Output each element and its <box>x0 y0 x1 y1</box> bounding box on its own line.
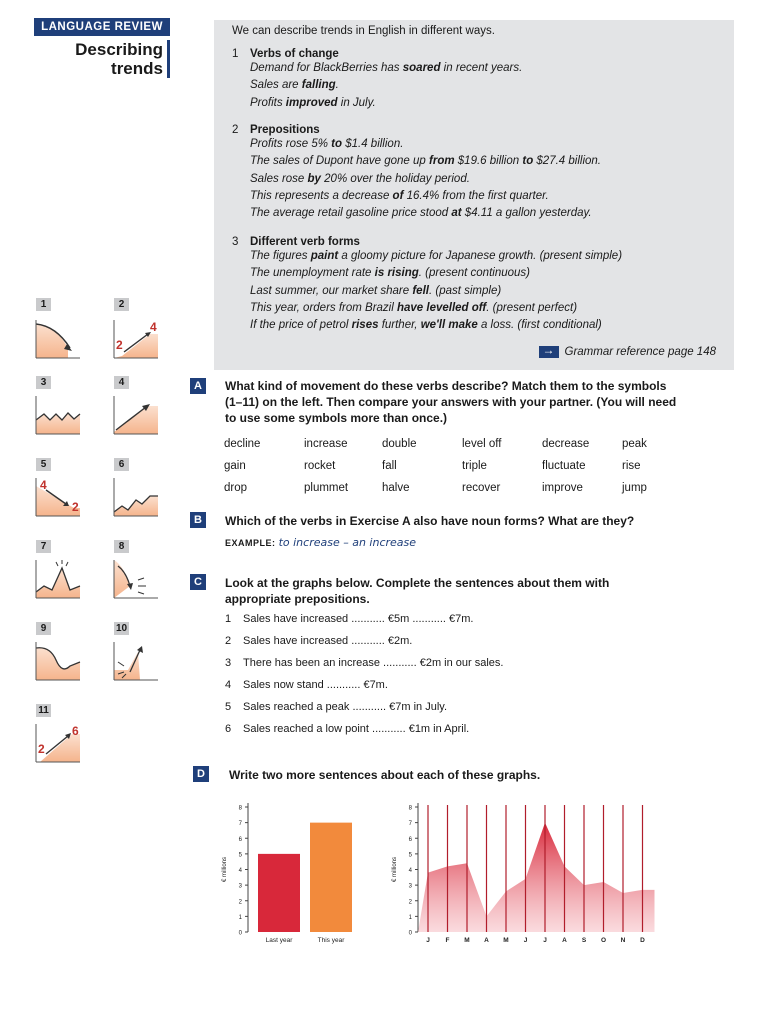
symbol-9-dip-recover-icon <box>34 640 82 682</box>
example-value: to increase – an increase <box>278 536 417 549</box>
sentence-fragment: The average retail gasoline price stood <box>250 207 452 220</box>
bar-2 <box>310 823 352 932</box>
highlighted-phrase: to <box>522 155 534 168</box>
verb-cell: increase <box>304 438 348 450</box>
month-label: A <box>484 937 489 944</box>
area-y-tick-label: 8 <box>408 805 412 812</box>
sentence-fragment: . (past simple) <box>428 284 502 297</box>
item-sentence: Sales reached a low point ........... €1m in April. <box>243 723 470 735</box>
sentence-fragment: 16.4% from the first quarter. <box>403 189 549 202</box>
example-sentence <box>232 153 722 170</box>
bar-category-label: Last year <box>265 937 293 944</box>
verb-cell: jump <box>622 482 647 494</box>
highlighted-phrase: by <box>307 172 321 185</box>
highlighted-phrase: have levelled off <box>396 301 487 314</box>
bar-chart <box>214 796 374 952</box>
sentence-fragment: a loss. (first conditional) <box>477 319 602 332</box>
sentence-fragment: This year, orders from Brazil <box>250 301 397 314</box>
exercise-c-item <box>225 679 665 701</box>
exercise-c-items <box>225 613 665 745</box>
exercise-d-question: Write two more sentences about each of these graphs. <box>229 768 541 782</box>
verb-row <box>224 455 684 477</box>
item-number: 3 <box>225 657 232 669</box>
sentence-fragment: The sales of Dupont have gone up <box>250 155 430 168</box>
highlighted-phrase: paint <box>310 250 339 262</box>
sentence-fragment: The unemployment rate <box>250 267 375 280</box>
highlighted-phrase: rises <box>351 319 379 332</box>
item-sentence: Sales now stand ........... €7m. <box>243 679 388 691</box>
highlighted-phrase: from <box>429 155 455 168</box>
verb-cell: double <box>382 438 417 450</box>
section-title: Prepositions <box>250 124 320 136</box>
area-y-tick-label: 6 <box>408 836 412 843</box>
exercise-c-item <box>225 635 665 657</box>
verb-cell: improve <box>542 482 583 494</box>
grammar-reference-label: Grammar reference page 148 <box>564 346 716 358</box>
bar-y-tick-label: 6 <box>238 836 242 843</box>
highlighted-phrase: improved <box>285 96 338 109</box>
verb-row <box>224 477 684 499</box>
sentence-fragment: 20% over the holiday period. <box>320 172 470 185</box>
sentence-fragment: Sales rose <box>250 172 308 185</box>
area-series <box>418 823 655 932</box>
exercise-b-badge: B <box>190 512 206 528</box>
review-intro: We can describe trends in English in different ways. <box>232 25 495 37</box>
exercise-c-item <box>225 701 665 723</box>
symbol-2-from-label: 2 <box>116 338 123 352</box>
verb-cell: rise <box>622 460 641 472</box>
review-section-heading <box>232 124 722 136</box>
exercise-c-question: Look at the graphs below. Complete the sentences about them with appropriate prepositions. <box>225 576 610 606</box>
section-title: Verbs of change <box>250 48 339 60</box>
example-sentence <box>232 136 722 153</box>
highlighted-phrase: of <box>392 189 404 202</box>
highlighted-phrase: to <box>331 138 343 150</box>
verb-cell: recover <box>462 482 501 494</box>
exercise-b-question: Which of the verbs in Exercise A also have noun forms? What are they? <box>225 514 635 528</box>
sentence-fragment: further, <box>378 319 421 332</box>
symbol-11-from-label: 2 <box>38 742 45 756</box>
symbol-number-11: 11 <box>36 704 51 717</box>
sentence-fragment: $1.4 billion. <box>342 138 404 150</box>
example-sentence <box>232 60 722 77</box>
item-number: 2 <box>225 635 232 647</box>
page-title-line2: trends <box>111 59 163 78</box>
verb-cell: fall <box>382 460 397 472</box>
exercise-a-badge: A <box>190 378 206 394</box>
exercise-c-item <box>225 657 665 679</box>
sentence-fragment: Last summer, our market share <box>250 284 413 297</box>
page-title-line1: Describing <box>75 40 163 59</box>
exercise-c-item <box>225 723 665 745</box>
symbol-5-from-label: 4 <box>40 478 47 492</box>
verb-cell: decrease <box>542 438 590 450</box>
verb-cell: level off <box>462 438 502 450</box>
review-section-1 <box>232 48 722 112</box>
area-y-tick-label: 2 <box>408 899 412 906</box>
symbol-5-to-label: 2 <box>72 500 79 514</box>
review-section-heading <box>232 48 722 60</box>
example-sentence <box>232 283 722 300</box>
month-label: J <box>543 937 547 944</box>
area-y-tick-label: 5 <box>408 852 412 859</box>
month-label: J <box>523 937 528 944</box>
symbol-number-2: 2 <box>114 298 129 311</box>
sentence-fragment: . (present perfect) <box>486 301 578 314</box>
symbol-1-decline-curve-icon <box>34 318 82 360</box>
item-sentence: Sales have increased ........... €2m. <box>243 635 413 647</box>
item-number: 6 <box>225 723 232 735</box>
bar-y-tick-label: 2 <box>238 899 242 906</box>
exercise-c-item <box>225 613 665 635</box>
month-label: F <box>445 937 450 944</box>
highlighted-phrase: we'll make <box>420 319 478 332</box>
sentence-fragment: $27.4 billion. <box>533 155 601 168</box>
verb-cell: fluctuate <box>542 460 586 472</box>
verb-cell: rocket <box>304 460 336 472</box>
sentence-fragment: . <box>335 79 339 92</box>
bar-y-axis-label: € millions <box>222 856 228 883</box>
bar-y-tick-label: 7 <box>238 821 242 828</box>
verb-cell: halve <box>382 482 410 494</box>
sentence-fragment: $19.6 billion <box>454 155 523 168</box>
area-y-tick-label: 1 <box>408 914 412 921</box>
example-sentence <box>232 95 722 112</box>
bar-y-tick-label: 4 <box>238 868 242 874</box>
area-y-tick-label: 4 <box>408 868 412 874</box>
symbol-3-fluctuate-icon <box>34 394 82 436</box>
month-label: D <box>640 937 645 944</box>
item-sentence: Sales reached a peak ........... €7m in July. <box>243 701 448 713</box>
highlighted-phrase: falling <box>301 79 336 92</box>
item-sentence: Sales have increased ........... €5m ........... €7m. <box>243 613 474 625</box>
sentence-fragment: This represents a decrease <box>250 189 393 202</box>
area-y-tick-label: 0 <box>408 930 412 937</box>
symbol-7-peak-icon <box>34 558 82 600</box>
symbol-number-5: 5 <box>36 458 51 471</box>
symbol-number-10: 10 <box>115 623 128 634</box>
verb-cell: peak <box>622 438 647 450</box>
sentence-fragment: Sales are <box>250 79 302 92</box>
highlighted-phrase: fell <box>412 284 429 297</box>
bar-category-label: This year <box>317 937 345 944</box>
section-number: 1 <box>232 48 239 60</box>
symbol-4-rise-icon <box>112 394 160 436</box>
review-section-3 <box>232 236 722 334</box>
verb-cell: drop <box>224 482 248 494</box>
item-number: 4 <box>225 679 232 691</box>
verb-cell: plummet <box>304 482 349 494</box>
example-sentence <box>232 300 722 317</box>
sentence-fragment: Profits <box>250 96 286 109</box>
highlighted-phrase: is rising <box>374 267 419 280</box>
bar-y-tick-label: 1 <box>238 914 242 921</box>
month-label: M <box>464 937 470 944</box>
bar-y-tick-label: 0 <box>238 930 242 937</box>
month-label: J <box>426 937 430 944</box>
symbol-number-7: 7 <box>36 540 51 553</box>
area-y-tick-label: 7 <box>408 821 412 828</box>
bar-1 <box>258 854 300 932</box>
bar-y-tick-label: 5 <box>238 852 242 859</box>
area-chart <box>384 796 674 952</box>
verb-grid <box>224 433 684 499</box>
verb-cell: gain <box>224 460 246 472</box>
month-label: N <box>620 937 626 944</box>
section-number: 2 <box>232 124 239 136</box>
exercise-c-badge: C <box>190 574 206 590</box>
bar-y-tick-label: 8 <box>238 805 242 812</box>
sentence-fragment: Demand for BlackBerries has <box>250 62 403 74</box>
month-label: M <box>503 937 509 944</box>
verb-cell: decline <box>224 438 261 450</box>
arrow-icon <box>539 346 559 358</box>
month-label: O <box>600 937 607 944</box>
example-sentence <box>232 248 722 265</box>
sentence-fragment: in July. <box>337 96 376 109</box>
language-review-tag: LANGUAGE REVIEW <box>34 18 170 36</box>
section-title: Different verb forms <box>250 236 360 248</box>
sentence-fragment: Profits rose 5% <box>250 138 332 150</box>
sentence-fragment: in recent years. <box>440 62 523 74</box>
area-y-tick-label: 3 <box>408 883 412 890</box>
symbol-11-to-label: 6 <box>72 724 79 738</box>
symbol-6-recover-icon <box>112 476 160 518</box>
exercise-d-badge: D <box>193 766 209 782</box>
section-number: 3 <box>232 236 239 248</box>
item-number: 5 <box>225 701 232 713</box>
item-number: 1 <box>225 613 232 625</box>
month-label: A <box>562 937 567 944</box>
symbol-number-4: 4 <box>114 376 129 389</box>
highlighted-phrase: at <box>451 207 462 220</box>
example-sentence <box>232 171 722 188</box>
symbol-number-8: 8 <box>114 540 129 553</box>
example-sentence <box>232 188 722 205</box>
symbol-10-bounce-icon <box>112 640 160 682</box>
symbol-number-6: 6 <box>114 458 129 471</box>
example-key: EXAMPLE: <box>225 538 276 548</box>
highlighted-phrase: soared <box>402 62 441 74</box>
verb-row <box>224 433 684 455</box>
page-title <box>34 40 170 78</box>
symbol-number-1: 1 <box>36 298 51 311</box>
area-y-axis-label: € millions <box>392 856 398 883</box>
example-sentence <box>232 77 722 94</box>
sentence-fragment: The figures <box>250 250 311 262</box>
verb-cell: triple <box>462 460 487 472</box>
exercise-b-example <box>225 536 416 549</box>
sentence-fragment: a gloomy picture for Japanese growth. (present simple) <box>338 250 623 262</box>
exercise-a-question: What kind of movement do these verbs describe? Match them to the symbols (1–11) on the left. Then compare your answers with your partner. (You will need to use some symbols more than once.) <box>225 379 677 425</box>
item-sentence: There has been an increase ........... €2m in our sales. <box>243 657 504 669</box>
sentence-fragment: $4.11 a gallon yesterday. <box>461 207 592 220</box>
sentence-fragment: . (present continuous) <box>418 267 530 280</box>
bar-y-tick-label: 3 <box>238 883 242 890</box>
symbol-number-9: 9 <box>36 622 51 635</box>
review-section-heading <box>232 236 722 248</box>
month-label: S <box>581 937 587 944</box>
symbol-number-3: 3 <box>36 376 51 389</box>
grammar-reference-link[interactable] <box>539 346 717 358</box>
sentence-fragment: If the price of petrol <box>250 319 352 332</box>
example-sentence <box>232 265 722 282</box>
review-section-2 <box>232 124 722 222</box>
example-sentence <box>232 205 722 222</box>
example-sentence <box>232 317 722 334</box>
symbol-2-to-label: 4 <box>150 320 157 334</box>
symbol-8-bottom-out-icon <box>112 558 160 600</box>
